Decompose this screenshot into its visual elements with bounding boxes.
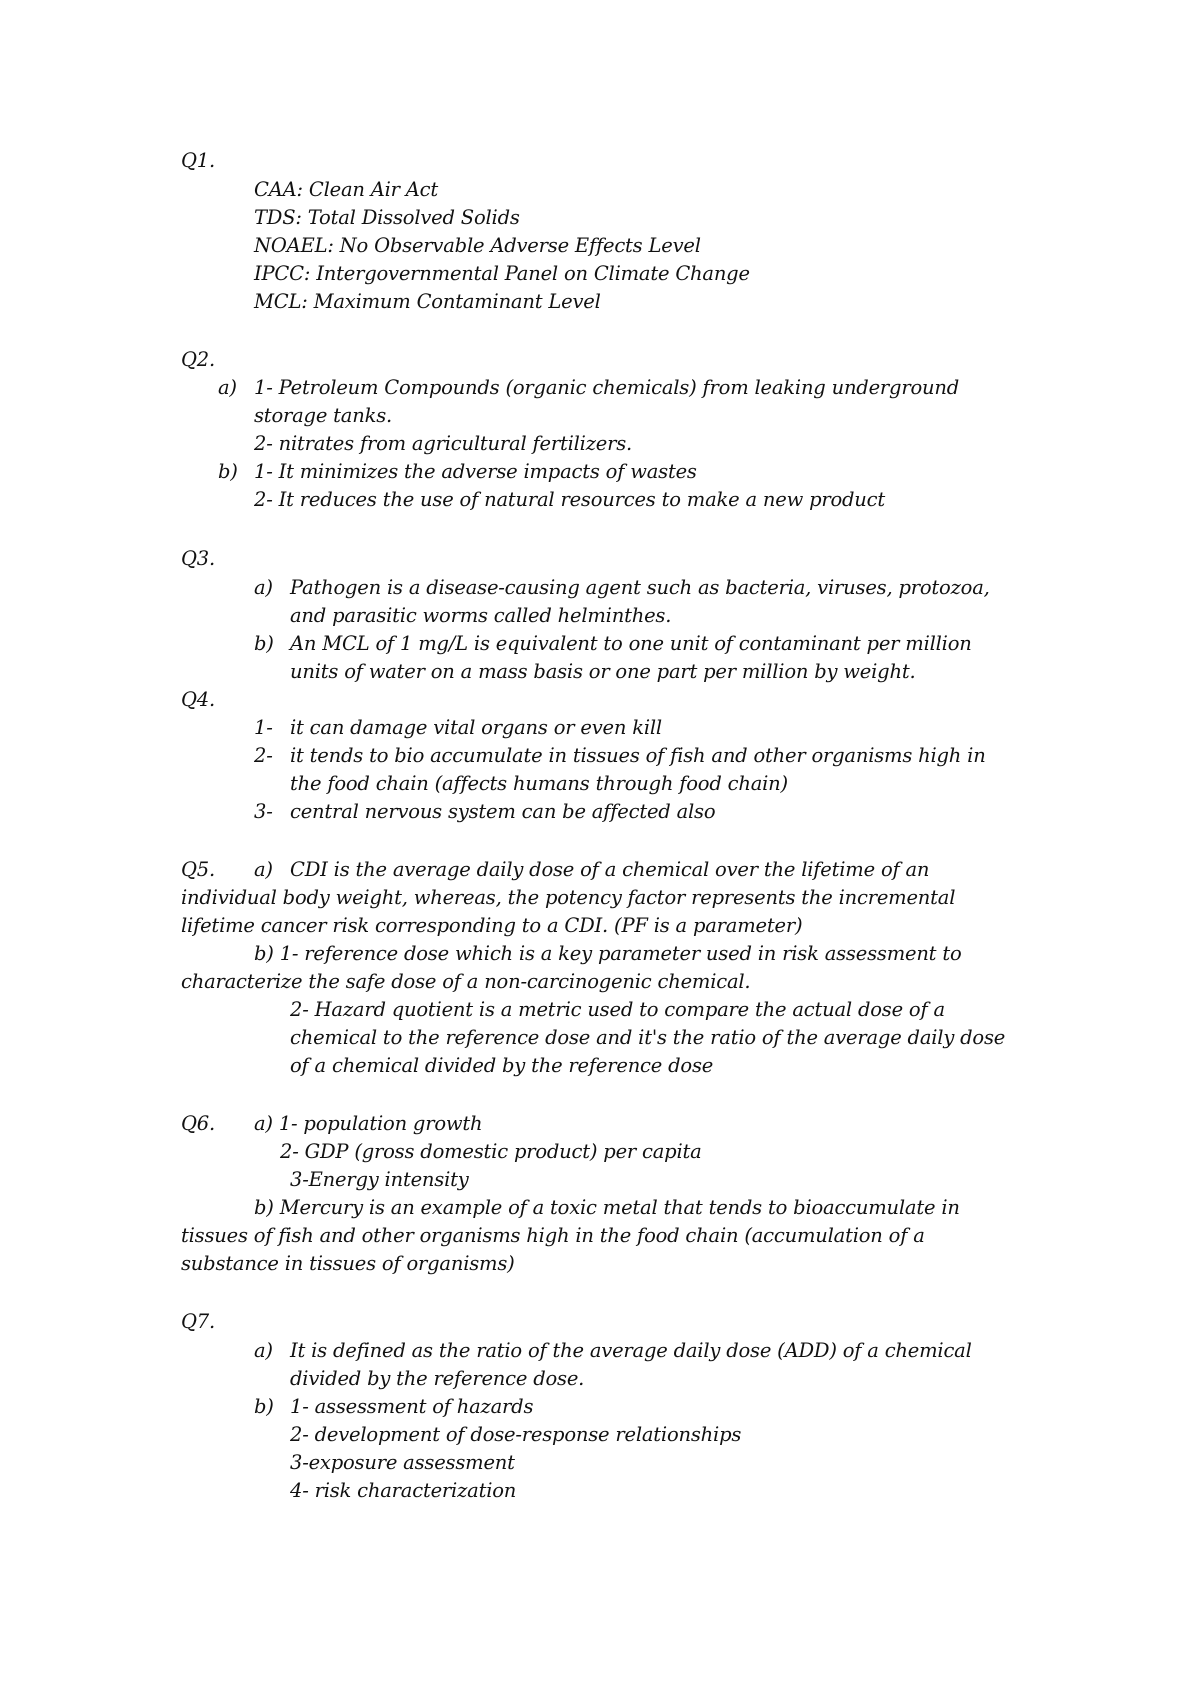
q5-a-line: individual body weight, whereas, the potency factor represents the incremental bbox=[181, 886, 956, 909]
q2-a-line: 2- nitrates from agricultural fertilizers. bbox=[254, 432, 633, 455]
q7-b-marker: b) bbox=[254, 1395, 274, 1418]
q4-item-1: it can damage vital organs or even kill bbox=[290, 716, 662, 739]
q1-item-caa: CAA: Clean Air Act bbox=[254, 178, 439, 201]
q6-a-line: a) 1- population growth bbox=[254, 1112, 483, 1135]
q6-b-line: substance in tissues of organisms) bbox=[181, 1252, 515, 1275]
q2-b-line: 2- It reduces the use of natural resources to make a new product bbox=[254, 488, 886, 511]
q2-a-line: 1- Petroleum Compounds (organic chemicals) from leaking underground bbox=[254, 376, 959, 399]
q4-marker-3: 3- bbox=[254, 800, 273, 823]
q7-a-line: It is defined as the ratio of the average daily dose (ADD) of a chemical bbox=[290, 1339, 972, 1362]
q2-b-marker: b) bbox=[218, 460, 238, 483]
q4-item-2: the food chain (affects humans through food chain) bbox=[290, 772, 788, 795]
q1-item-ipcc: IPCC: Intergovernmental Panel on Climate Change bbox=[254, 262, 750, 285]
q6-a-line: 2- GDP (gross domestic product) per capita bbox=[280, 1140, 702, 1163]
q3-a-line: and parasitic worms called helminthes. bbox=[290, 604, 672, 627]
q1-item-tds: TDS: Total Dissolved Solids bbox=[254, 206, 520, 229]
q3-a-line: Pathogen is a disease-causing agent such as bacteria, viruses, protozoa, bbox=[290, 576, 990, 599]
q7-a-marker: a) bbox=[254, 1339, 273, 1362]
q4-marker-1: 1- bbox=[254, 716, 273, 739]
q4-marker-2: 2- bbox=[254, 744, 273, 767]
q7-a-line: divided by the reference dose. bbox=[290, 1367, 585, 1390]
q4-label: Q4. bbox=[181, 688, 215, 711]
q1-label: Q1. bbox=[181, 149, 215, 172]
q7-b-line: 3-exposure assessment bbox=[290, 1451, 515, 1474]
q5-b-line: characterize the safe dose of a non-carcinogenic chemical. bbox=[181, 970, 751, 993]
q6-a-line: 3-Energy intensity bbox=[290, 1168, 469, 1191]
q5-b2-line: 2- Hazard quotient is a metric used to compare the actual dose of a bbox=[290, 998, 945, 1021]
q7-b-line: 4- risk characterization bbox=[290, 1479, 517, 1502]
q5-b-line: b) 1- reference dose which is a key parameter used in risk assessment to bbox=[254, 942, 962, 965]
q3-a-marker: a) bbox=[254, 576, 273, 599]
q5-label: Q5. bbox=[181, 858, 215, 881]
q3-b-marker: b) bbox=[254, 632, 274, 655]
q6-b-line: b) Mercury is an example of a toxic metal that tends to bioaccumulate in bbox=[254, 1196, 960, 1219]
q4-item-3: central nervous system can be affected also bbox=[290, 800, 716, 823]
q6-label: Q6. bbox=[181, 1112, 215, 1135]
q1-item-noael: NOAEL: No Observable Adverse Effects Level bbox=[254, 234, 701, 257]
q5-a-line: CDI is the average daily dose of a chemical over the lifetime of an bbox=[290, 858, 930, 881]
q3-b-line: units of water on a mass basis or one part per million by weight. bbox=[290, 660, 916, 683]
q6-b-line: tissues of fish and other organisms high in the food chain (accumulation of a bbox=[181, 1224, 925, 1247]
q3-label: Q3. bbox=[181, 547, 215, 570]
q1-item-mcl: MCL: Maximum Contaminant Level bbox=[254, 290, 601, 313]
q5-b2-line: chemical to the reference dose and it's the ratio of the average daily dose bbox=[290, 1026, 1006, 1049]
q5-b2-line: of a chemical divided by the reference dose bbox=[290, 1054, 714, 1077]
q7-b-line: 2- development of dose-response relationships bbox=[290, 1423, 742, 1446]
q5-a-line: lifetime cancer risk corresponding to a CDI. (PF is a parameter) bbox=[181, 914, 803, 937]
q5-a-marker: a) bbox=[254, 858, 273, 881]
q3-b-line: An MCL of 1 mg/L is equivalent to one unit of contaminant per million bbox=[290, 632, 972, 655]
q7-label: Q7. bbox=[181, 1310, 215, 1333]
q7-b-line: 1- assessment of hazards bbox=[290, 1395, 534, 1418]
q4-item-2: it tends to bio accumulate in tissues of fish and other organisms high in bbox=[290, 744, 986, 767]
q2-a-line: storage tanks. bbox=[254, 404, 392, 427]
q2-b-line: 1- It minimizes the adverse impacts of wastes bbox=[254, 460, 697, 483]
q2-a-marker: a) bbox=[218, 376, 237, 399]
q2-label: Q2. bbox=[181, 348, 215, 371]
